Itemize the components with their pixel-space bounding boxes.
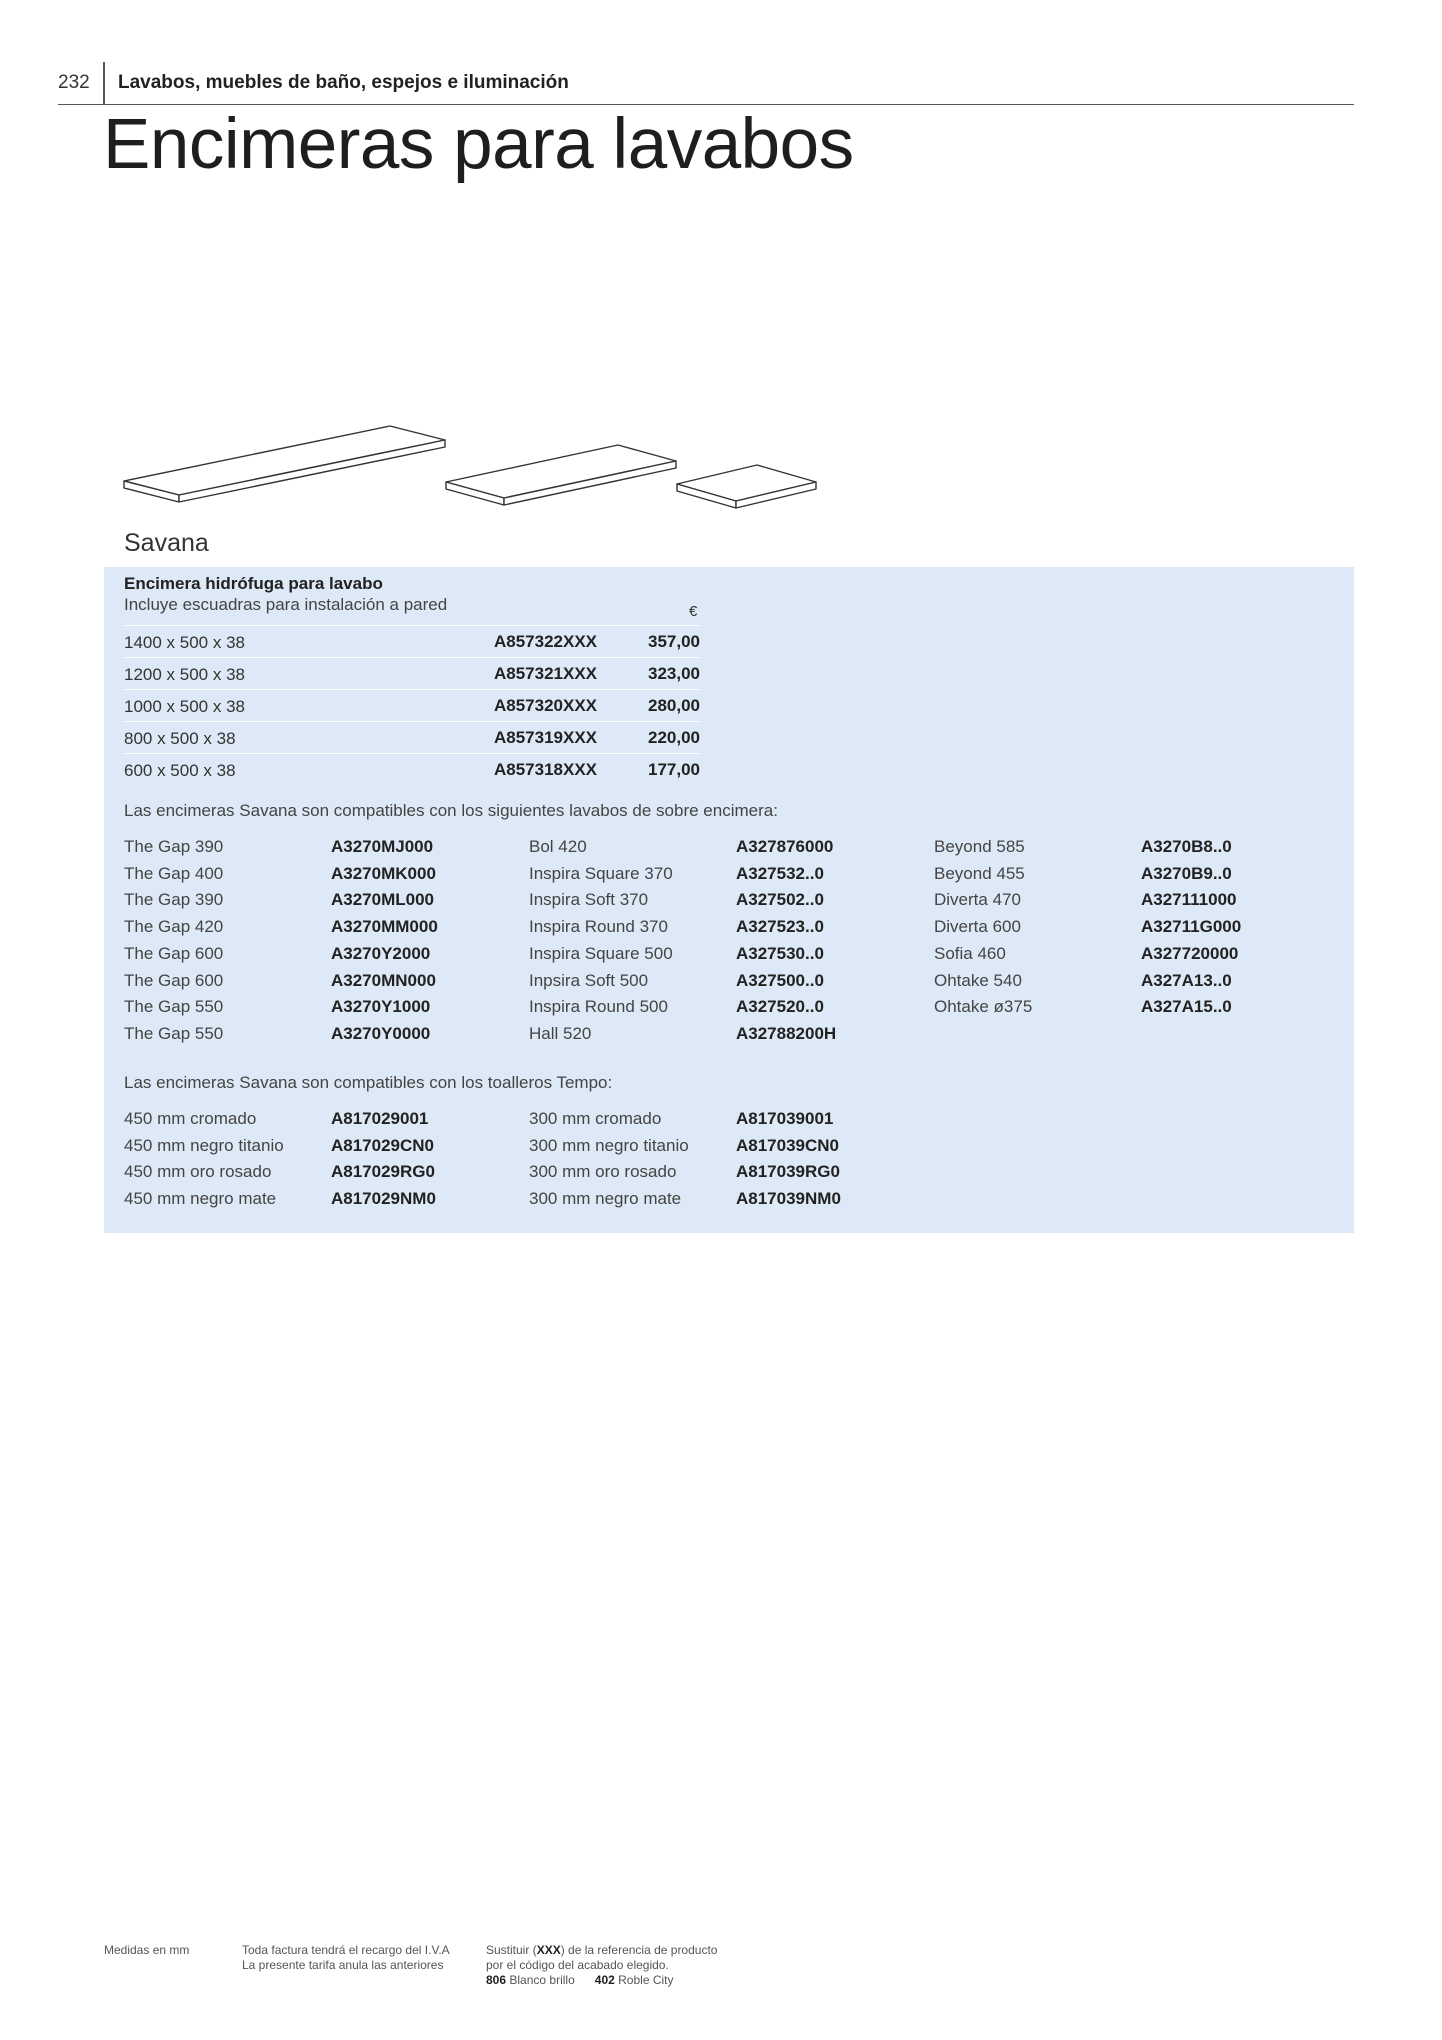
replace-note (486, 1943, 717, 1958)
finish-code: 806 (486, 1973, 507, 1987)
compat-item-code: A327530..0 (736, 943, 824, 963)
footer-measures (104, 1943, 189, 1958)
compat-item-name: Inspira Square 500 (529, 943, 673, 963)
compat-item-code: A327500..0 (736, 970, 824, 990)
price: 177,00 (648, 760, 700, 779)
reference: A857320XXX (494, 696, 598, 715)
reference: A857318XXX (494, 760, 598, 779)
reference: A857322XXX (494, 632, 598, 651)
vat-note: Toda factura tendrá el recargo del I.V.A (242, 1943, 450, 1957)
compat-item-code: A817029NM0 (331, 1189, 436, 1209)
price: 323,00 (648, 664, 700, 683)
product-title: Encimera hidrófuga para lavabo (124, 574, 383, 593)
compat-item-code: A817029RG0 (331, 1162, 435, 1182)
compat-item-code: A817039NM0 (736, 1189, 841, 1209)
compat-item-code: A817039RG0 (736, 1162, 840, 1182)
compat-item-name: Bol 420 (529, 837, 587, 856)
product-name: Savana (124, 529, 209, 557)
footer-replace (486, 1943, 717, 1988)
compat-item-name: Sofia 460 (934, 943, 1006, 963)
dimension: 1000 x 500 x 38 (124, 697, 245, 716)
compat-item-code: A3270ML000 (331, 890, 435, 910)
page-title: Encimeras para lavabos (103, 105, 854, 184)
compat-item-code: A3270MJ000 (331, 837, 434, 856)
countertops-illustration (118, 420, 838, 520)
compat-item-name: Hall 520 (529, 1023, 592, 1043)
compat-item-name: 450 mm oro rosado (124, 1162, 272, 1182)
price: 280,00 (648, 696, 700, 715)
table-row (124, 689, 700, 721)
compat-item-code: A3270Y2000 (331, 943, 431, 963)
compat-item-name: 450 mm negro titanio (124, 1135, 284, 1155)
compat-item-name: Beyond 585 (934, 837, 1025, 856)
compat-item-code: A327523..0 (736, 917, 824, 937)
compat-item-code: A327520..0 (736, 997, 824, 1017)
compat-item-code: A3270MK000 (331, 863, 436, 883)
compat-item-name: Inspira Square 370 (529, 863, 673, 883)
compat-item-name: Beyond 455 (934, 863, 1025, 883)
compat-item-name: 450 mm negro mate (124, 1189, 277, 1209)
table-row (124, 657, 700, 689)
finish-name: Roble City (618, 1973, 674, 1987)
finish-codes (486, 1973, 717, 1988)
compat-item-name: Diverta 470 (934, 890, 1021, 910)
price-table (124, 625, 700, 785)
basins-intro: Las encimeras Savana son compatibles con los siguientes lavabos de sobre encimera: (124, 801, 778, 820)
compat-item-code: A817039CN0 (736, 1135, 840, 1155)
compat-item-name: Ohtake ø375 (934, 997, 1033, 1017)
countertop-large-top (124, 426, 445, 495)
compat-item-name: The Gap 550 (124, 997, 224, 1017)
table-row (124, 753, 700, 785)
compat-item-code: A327111000 (1141, 890, 1237, 910)
section-title: Lavabos, muebles de baño, espejos e iluminación (118, 72, 569, 93)
price: 220,00 (648, 728, 700, 747)
footer-vat (242, 1943, 450, 1973)
compat-item-code: A327A15..0 (1141, 997, 1232, 1017)
reference: A857319XXX (494, 728, 598, 747)
compat-item-code: A817029CN0 (331, 1135, 435, 1155)
dimension: 800 x 500 x 38 (124, 729, 236, 748)
dimension: 1200 x 500 x 38 (124, 665, 245, 684)
page-header (58, 62, 1354, 105)
replace-note-line2: por el código del acabado elegido. (486, 1958, 669, 1972)
replace-code: XXX (536, 1943, 561, 1957)
compat-item-name: 300 mm negro titanio (529, 1135, 689, 1155)
compat-item-code: A3270Y1000 (331, 997, 431, 1017)
compat-item-code: A327720000 (1141, 943, 1239, 963)
tariff-note: La presente tarifa anula las anteriores (242, 1958, 444, 1972)
compat-item-code: A327876000 (736, 837, 834, 856)
compat-item-name: 300 mm negro mate (529, 1189, 682, 1209)
compat-item-code: A817029001 (331, 1109, 429, 1128)
compat-item-name: 300 mm cromado (529, 1109, 662, 1128)
compat-item-name: The Gap 420 (124, 917, 224, 937)
compat-item-name: The Gap 600 (124, 943, 224, 963)
price: 357,00 (648, 632, 700, 651)
compat-item-code: A3270MN000 (331, 970, 436, 990)
compat-item-code: A3270Y0000 (331, 1023, 431, 1043)
measures-note: Medidas en mm (104, 1943, 190, 1957)
compat-item-name: The Gap 390 (124, 890, 224, 910)
compat-item-code: A3270B9..0 (1141, 863, 1232, 883)
compat-item-name: The Gap 390 (124, 837, 224, 856)
compat-item-name: Inspira Round 500 (529, 997, 668, 1017)
currency-symbol: € (689, 603, 698, 620)
compat-item-name: 300 mm oro rosado (529, 1162, 677, 1182)
compat-item-name: The Gap 400 (124, 863, 224, 883)
compat-item-name: The Gap 550 (124, 1023, 224, 1043)
replace-suffix: ) de la referencia de producto (560, 1943, 718, 1957)
compat-item-code: A327502..0 (736, 890, 824, 910)
product-subtitle: Incluye escuadras para instalación a pared (124, 595, 448, 614)
finish-code: 402 (594, 1973, 615, 1987)
compat-item-name: Inpsira Soft 500 (529, 970, 649, 990)
compat-item-name: Inspira Round 370 (529, 917, 668, 937)
compat-item-name: The Gap 600 (124, 970, 224, 990)
dimension: 1400 x 500 x 38 (124, 633, 245, 652)
compat-item-name: Inspira Soft 370 (529, 890, 649, 910)
compat-item-code: A32788200H (736, 1023, 837, 1043)
table-row (124, 625, 700, 657)
compat-item-code: A817039001 (736, 1109, 834, 1128)
compat-item-code: A327A13..0 (1141, 970, 1232, 990)
compat-item-name: Diverta 600 (934, 917, 1021, 937)
compat-item-code: A3270MM000 (331, 917, 438, 937)
finish-name: Blanco brillo (509, 1973, 575, 1987)
product-panel (104, 567, 1354, 1233)
towel-rails-intro: Las encimeras Savana son compatibles con los toalleros Tempo: (124, 1073, 613, 1092)
compat-item-name: 450 mm cromado (124, 1109, 257, 1128)
compat-item-code: A32711G000 (1141, 917, 1242, 937)
reference: A857321XXX (494, 664, 598, 683)
dimension: 600 x 500 x 38 (124, 761, 236, 780)
compat-item-name: Ohtake 540 (934, 970, 1022, 990)
compat-item-code: A327532..0 (736, 863, 824, 883)
table-row (124, 721, 700, 753)
header-divider (103, 62, 105, 104)
replace-prefix: Sustituir ( (486, 1943, 537, 1957)
page-number: 232 (58, 72, 90, 93)
compat-item-code: A3270B8..0 (1141, 837, 1232, 856)
